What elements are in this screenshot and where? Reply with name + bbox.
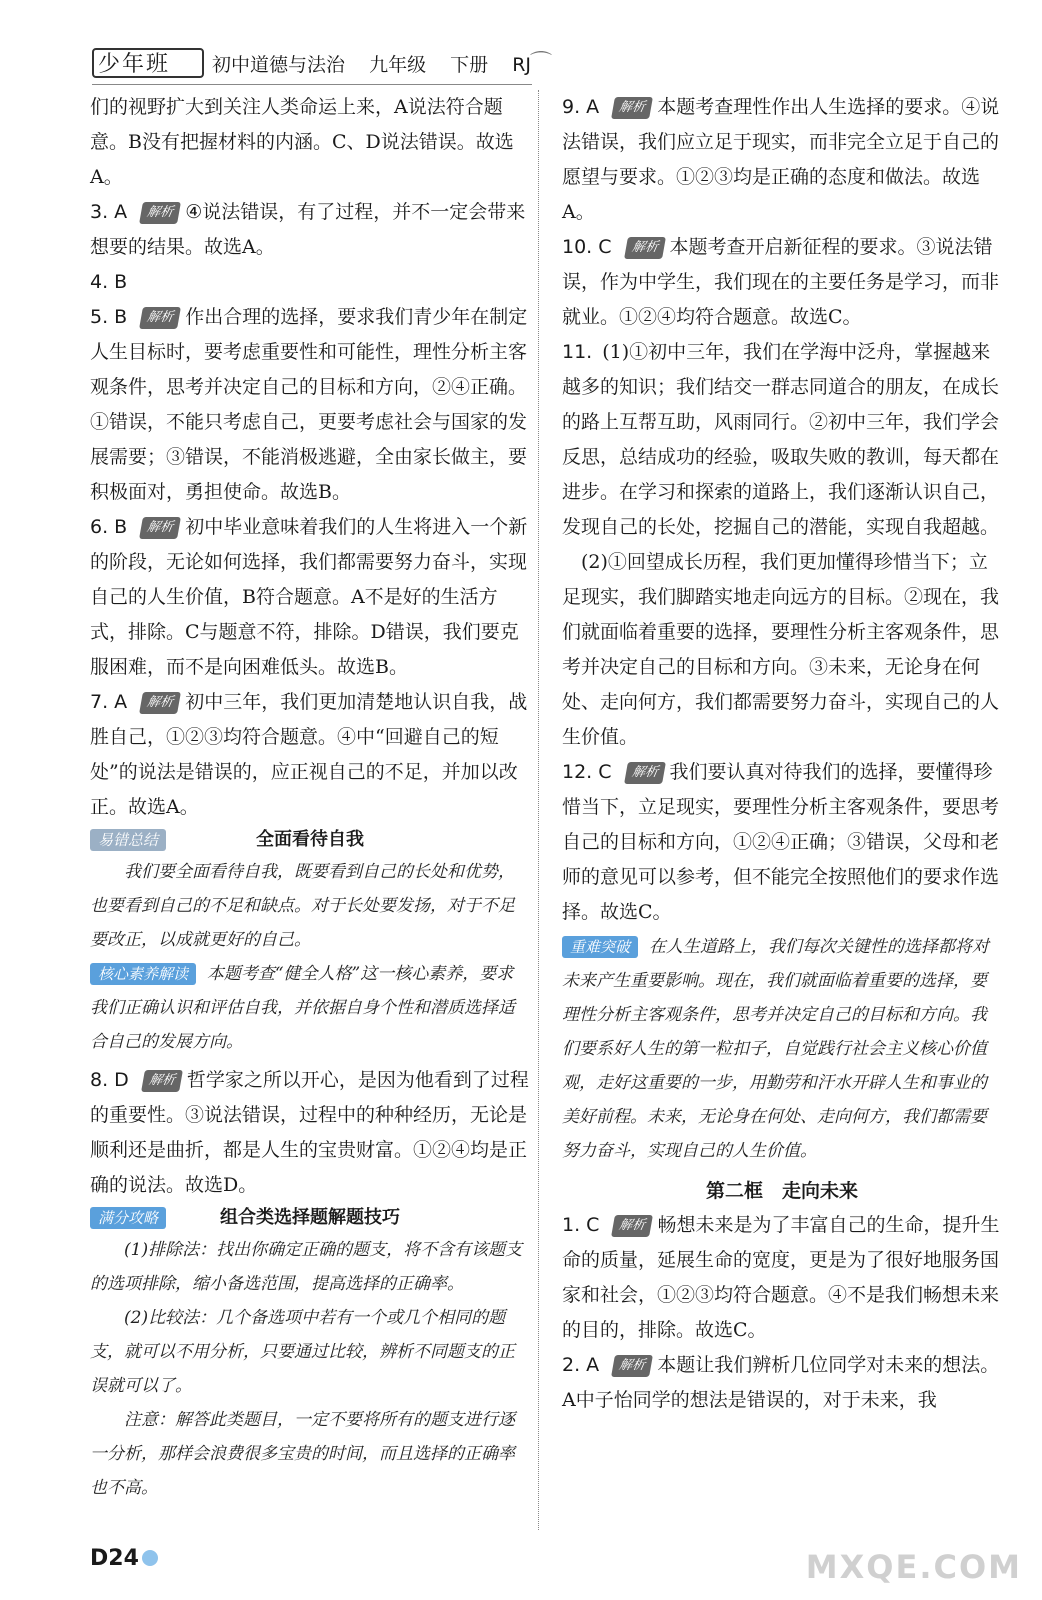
answer-7 (90, 685, 530, 825)
answer-5 (90, 300, 530, 510)
answer-continued: 们的视野扩大到关注人类命运上来，A说法符合题意。B没有把握材料的内涵。C、D说法错误。故选A。 (90, 96, 514, 188)
header-rule (92, 84, 532, 85)
swoosh-icon: ⌒ (530, 51, 553, 76)
analysis-tag: 解析 (139, 692, 181, 714)
answer-3 (90, 195, 530, 265)
answer-text: 本题考查理性作出人生选择的要求。④说法错误，我们应立足于现实，而非完全立足于自己的愿望与要求。①②③均是正确的态度和做法。故选A。 (562, 96, 1000, 223)
answer-number: 4. B (90, 271, 128, 293)
answer-text: 我们要认真对待我们的选择，要懂得珍惜当下，立足现实，要理性分析主客观条件，要思考自己的目标和方向，①②④正确；③错误，父母和老师的意见可以参考，但不能完全按照他们的要求作选择。故选C。 (562, 761, 1000, 923)
tips-3: 注意：解答此类题目，一定不要将所有的题支进行逐一分析，那样会浪费很多宝贵的时间，而且选择的正确率也不高。 (90, 1410, 515, 1498)
core-literacy-text: 本题考查“健全人格”这一核心素养，要求我们正确认识和评估自我，并依据自身个性和潜质选择适合自己的发展方向。 (90, 964, 515, 1052)
page-number: D24 (90, 1546, 139, 1571)
answer-text: 作出合理的选择，要求我们青少年在制定人生目标时，要考虑重要性和可能性，理性分析主客观条件，思考并决定自己的目标和方向，②④正确。①错误，不能只考虑自己，更要考虑社会与国家的发展需要；③错误，不能消极逃避，全由家长做主，要积极面对，勇担使命。故选B。 (90, 306, 528, 503)
key-difficulty-text: 在人生道路上，我们每次关键性的选择都将对未来产生重要影响。现在，我们就面临着重要的选择，要理性分析主客观条件，思考并决定自己的目标和方向。我们要系好人生的第一粒扣子，自觉践行社会主义核心价值观，走好这重要的一步，用勤劳和汗水开辟人生和事业的美好前程。未来，无论身在何处、走向何方，我们都需要努力奋斗，实现自己的人生价值。 (562, 937, 989, 1161)
answer-text: 本题让我们辨析几位同学对未来的想法。A中子怡同学的想法是错误的，对于未来，我 (562, 1354, 1000, 1411)
answer-number: 2. A (562, 1354, 600, 1376)
error-summary-title: 全面看待自我 (256, 829, 364, 850)
answer-4 (90, 265, 530, 300)
error-summary-text: 我们要全面看待自我，既要看到自己的长处和优势，也要看到自己的不足和缺点。对于长处要发扬，对于不足要改正，以成就更好的自己。 (90, 862, 515, 950)
analysis-tag: 解析 (611, 97, 653, 119)
section-answer-1 (562, 1208, 1002, 1348)
answer-9 (562, 90, 1002, 230)
volume-label: 下册 (450, 54, 489, 76)
subject-label: 初中道德与法治 (212, 54, 346, 76)
answer-12 (562, 755, 1002, 930)
tips-1: (1)排除法：找出你确定正确的题支，将不含有该题支的选项排除，缩小备选范围，提高选择的正确率。 (90, 1240, 523, 1294)
answer-text: 初中三年，我们更加清楚地认识自我，战胜自己，①②③均符合题意。④中“回避自己的短处”的说法是错误的，应正视自己的不足，并加以改正。故选A。 (90, 691, 528, 818)
right-column (562, 90, 1002, 1418)
watermark: MXQE.COM (805, 1548, 1022, 1586)
core-literacy-label: 核心素养解读 (90, 963, 196, 985)
analysis-tag: 解析 (624, 762, 666, 784)
page-header (92, 44, 592, 84)
page-dot-icon (142, 1550, 158, 1566)
answer-number: 11. (562, 341, 593, 363)
answer-11-part2: (2)①回望成长历程，我们更加懂得珍惜当下；立足现实，我们脚踏实地走向远方的目标。②现在，我们就面临着重要的选择，要理性分析主客观条件，思考并决定自己的目标和方向。③未来，无论身在何处、走向何方，我们都需要努力奋斗，实现自己的人生价值。 (562, 551, 1000, 748)
edition-label: RJ (512, 54, 531, 76)
answer-text: 初中毕业意味着我们的人生将进入一个新的阶段，无论如何选择，我们都需要努力奋斗，实现自己的人生价值，B符合题意。A不是好的生活方式，排除。C与题意不符，排除。D错误，我们要克服困难，而不是向困难低头。故选B。 (90, 516, 528, 678)
answer-number: 6. B (90, 516, 128, 538)
answer-number: 9. A (562, 96, 600, 118)
key-difficulty-box (562, 930, 1002, 1168)
book-info (212, 50, 549, 77)
answer-text: 畅想未来是为了丰富自己的生命，提升生命的质量，延展生命的宽度，更是为了很好地服务国家和社会，①②③均符合题意。④不是我们畅想未来的目的，排除。故选C。 (562, 1214, 1000, 1341)
tips-2: (2)比较法：几个备选项中若有一个或几个相同的题支，就可以不用分析，只要通过比较，辨析不同题支的正误就可以了。 (90, 1308, 515, 1396)
answer-10 (562, 230, 1002, 335)
page-footer (90, 1546, 158, 1571)
analysis-tag: 解析 (624, 237, 666, 259)
answer-11-part1: (1)①初中三年，我们在学海中泛舟，掌握越来越多的知识；我们结交一群志同道合的朋友，在成长的路上互帮互助，风雨同行。②初中三年，我们学会反思，总结成功的经验，吸取失败的教训，每天都在进步。在学习和探索的道路上，我们逐渐认识自己，发现自己的长处，挖掘自己的潜能，实现自我超越。 (562, 341, 1000, 538)
analysis-tag: 解析 (139, 307, 181, 329)
answer-number: 7. A (90, 691, 128, 713)
error-summary-label: 易错总结 (90, 829, 166, 851)
answer-number: 5. B (90, 306, 128, 328)
answer-8 (90, 1063, 530, 1203)
answer-number: 10. C (562, 236, 612, 258)
analysis-tag: 解析 (139, 517, 181, 539)
section-answer-2 (562, 1348, 1002, 1418)
core-literacy-box (90, 957, 530, 1059)
answer-11 (562, 335, 1002, 545)
grade-label: 九年级 (369, 54, 427, 76)
full-marks-title: 组合类选择题解题技巧 (220, 1207, 400, 1228)
left-column (90, 90, 530, 1505)
analysis-tag: 解析 (611, 1215, 653, 1237)
answer-number: 3. A (90, 201, 128, 223)
brand-logo: 少年班 (92, 48, 204, 78)
analysis-tag: 解析 (611, 1355, 653, 1377)
answer-number: 1. C (562, 1214, 600, 1236)
answer-text: 哲学家之所以开心，是因为他看到了过程的重要性。③说法错误，过程中的种种经历，无论是顺利还是曲折，都是人生的宝贵财富。①②④均是正确的说法。故选D。 (90, 1069, 529, 1196)
answer-number: 8. D (90, 1069, 129, 1091)
key-difficulty-label: 重难突破 (562, 936, 638, 958)
error-summary-box (90, 825, 530, 957)
section-title: 第二框 走向未来 (705, 1180, 858, 1202)
answer-text: ④说法错误，有了过程，并不一定会带来想要的结果。故选A。 (90, 201, 526, 258)
full-marks-label: 满分攻略 (90, 1207, 166, 1229)
analysis-tag: 解析 (141, 1070, 183, 1092)
column-divider (538, 90, 539, 1530)
answer-6 (90, 510, 530, 685)
answer-number: 12. C (562, 761, 612, 783)
analysis-tag: 解析 (139, 202, 181, 224)
full-marks-box (90, 1203, 530, 1505)
answer-text: 本题考查开启新征程的要求。③说法错误，作为中学生，我们现在的主要任务是学习，而非就业。①②④均符合题意。故选C。 (562, 236, 1000, 328)
